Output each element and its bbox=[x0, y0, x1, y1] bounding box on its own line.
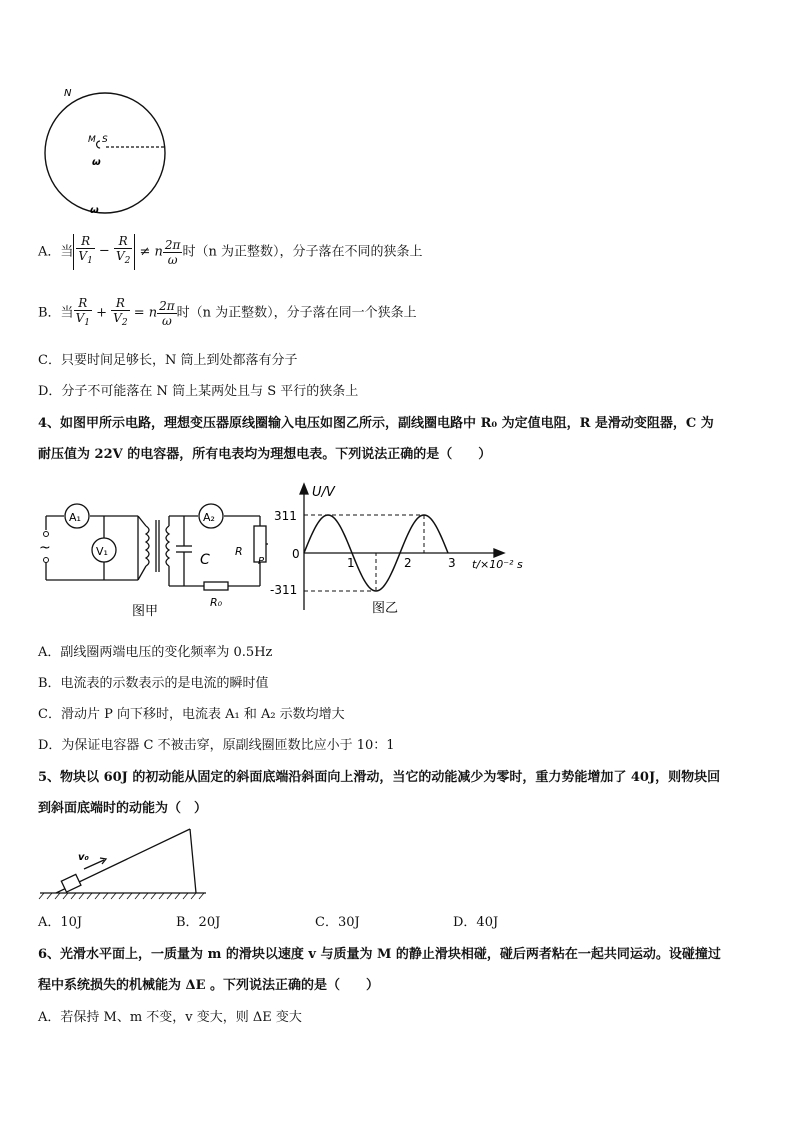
q3-option-a: A．当 $\frac{R}{V_1}$ − $\frac{R}{V_2}$ ≠ n $\frac{2\pi}{\omega}$ 时（n 为正整数），分子落在不同的狭条上 bbox=[38, 234, 422, 270]
y-tick-max: 311 bbox=[274, 509, 297, 523]
incline-figure bbox=[38, 825, 208, 905]
label-c: C bbox=[200, 552, 210, 568]
y-tick-zero: 0 bbox=[292, 547, 300, 561]
q4-option-d: D．为保证电容器 C 不被击穿，原副线圈匝数比应小于 10：1 bbox=[38, 738, 395, 753]
y-axis-arrow bbox=[300, 484, 308, 494]
circuit-figure bbox=[38, 500, 268, 625]
label-r: R bbox=[235, 545, 243, 558]
outer-cylinder-n bbox=[45, 93, 165, 213]
q6-option-a: A．若保持 M、m 不变，v 变大，则 ΔE 变大 bbox=[38, 1010, 302, 1025]
x-tick-2: 2 bbox=[404, 556, 412, 570]
x-tick-3: 3 bbox=[448, 556, 456, 570]
incline-back bbox=[190, 829, 196, 893]
label-a1: A₁ bbox=[69, 511, 81, 524]
q3-option-d: D．分子不可能落在 N 筒上某两处且与 S 平行的狭条上 bbox=[38, 384, 359, 399]
x-axis-label: t/×10⁻² s bbox=[472, 558, 523, 571]
q3-option-c: C．只要时间足够长，N 筒上到处都落有分子 bbox=[38, 353, 298, 368]
label-p: P bbox=[258, 556, 265, 567]
q5-option-a: A．10J bbox=[38, 915, 83, 930]
caption-jia: 图甲 bbox=[132, 604, 159, 619]
ac-source-symbol: ~ bbox=[39, 540, 51, 556]
q4-option-b: B．电流表的示数表示的是电流的瞬时值 bbox=[38, 676, 269, 691]
label-a2: A₂ bbox=[203, 511, 215, 524]
inner-cylinder-m bbox=[97, 141, 101, 148]
label-s: S bbox=[102, 135, 108, 145]
label-omega-outer: ω bbox=[90, 205, 99, 216]
q5-option-b: B．20J bbox=[176, 915, 221, 930]
label-m: M bbox=[88, 135, 96, 145]
q6-stem-line1: 6、光滑水平面上，一质量为 m 的滑块以速度 v 与质量为 M 的静止滑块相碰，碰后两者粘在一起共同运动。设碰撞过 bbox=[38, 947, 721, 962]
label-n: N bbox=[64, 88, 72, 99]
q5-stem-line2: 到斜面底端时的动能为（ ） bbox=[38, 801, 208, 816]
q3-option-b: B．当 $\frac{R}{V_1}$ + $\frac{R}{V_2}$ = n $\frac{2\pi}{\omega}$ 时（n 为正整数），分子落在同一个狭条上 bbox=[38, 296, 417, 328]
rotating-cylinder-figure bbox=[40, 85, 170, 220]
label-omega-inner: ω bbox=[92, 157, 101, 168]
label-v0: v₀ bbox=[78, 852, 89, 863]
q4-option-c: C．滑动片 P 向下移时，电流表 A₁ 和 A₂ 示数均增大 bbox=[38, 707, 345, 722]
y-tick-min: -311 bbox=[270, 583, 298, 597]
q5-option-d: D．40J bbox=[453, 915, 499, 930]
x-axis-arrow bbox=[494, 549, 504, 557]
voltage-chart bbox=[268, 480, 538, 620]
q4-option-a: A．副线圈两端电压的变化频率为 0.5Hz bbox=[38, 645, 273, 660]
q6-stem-line2: 程中系统损失的机械能为 ΔE 。下列说法正确的是（ ） bbox=[38, 978, 380, 993]
caption-yi: 图乙 bbox=[372, 601, 399, 616]
x-tick-1: 1 bbox=[347, 556, 355, 570]
label-v1: V₁ bbox=[96, 545, 108, 558]
q5-stem-line1: 5、物块以 60J 的初动能从固定的斜面底端沿斜面向上滑动，当它的动能减少为零时，重力势能增加了 40J，则物块回 bbox=[38, 770, 721, 785]
q5-option-c: C．30J bbox=[315, 915, 360, 930]
q4-stem-line2: 耐压值为 22V 的电容器，所有电表均为理想电表。下列说法正确的是（ ） bbox=[38, 447, 492, 462]
label-r0: R₀ bbox=[210, 596, 223, 609]
q4-stem-line1: 4、如图甲所示电路，理想变压器原线圈输入电压如图乙所示，副线圈电路中 R₀ 为定值电阻，R 是滑动变阻器，C 为 bbox=[38, 416, 714, 431]
y-axis-label: U/V bbox=[312, 485, 335, 500]
